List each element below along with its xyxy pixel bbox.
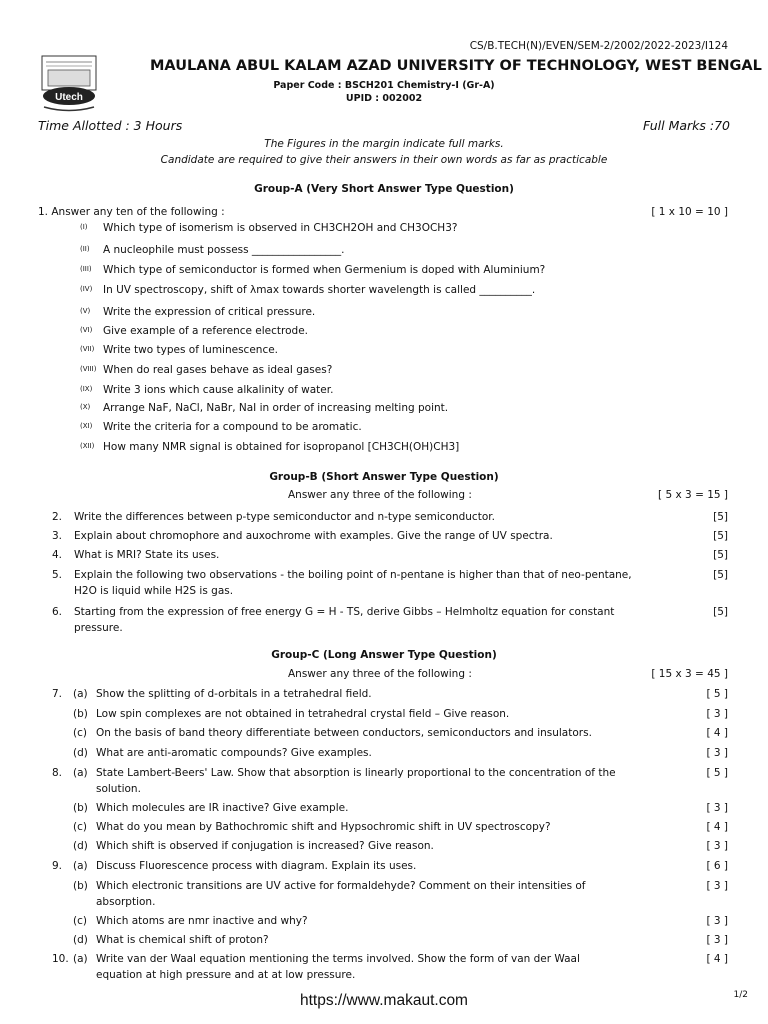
university-name: MAULANA ABUL KALAM AZAD UNIVERSITY OF TECHNOLOGY, WEST BENGAL: [150, 58, 762, 74]
question-part: (b): [73, 708, 88, 720]
question-text: Write 3 ions which cause alkalinity of water.: [103, 384, 334, 396]
question-part: (c): [73, 727, 87, 739]
question-number: (VII): [80, 345, 95, 353]
question-text: Write two types of luminescence.: [103, 344, 279, 356]
time-allotted: Time Allotted : 3 Hours: [38, 118, 183, 133]
question-marks: [5]: [713, 549, 728, 561]
question-number: (III): [80, 265, 92, 273]
question-number: 7.: [52, 688, 63, 700]
question-marks: [5]: [713, 530, 728, 542]
question-text: Which type of isomerism is observed in CH3CH2OH and CH3OCH3?: [103, 222, 458, 234]
question-part: (a): [73, 860, 88, 872]
question-number: (V): [80, 307, 91, 315]
question-text: Low spin complexes are not obtained in tetrahedral crystal field – Give reason.: [96, 708, 510, 720]
question-part: (c): [73, 915, 87, 927]
question-number: (II): [80, 245, 90, 253]
svg-text:Utech: Utech: [55, 92, 83, 103]
question-text: Write the differences between p-type semiconductor and n-type semiconductor.: [74, 511, 495, 523]
question-text: Which electronic transitions are UV active for formaldehyde? Comment on their intensities of: [96, 880, 586, 892]
question-number: (VI): [80, 326, 93, 334]
question-number: 9.: [52, 860, 63, 872]
question-text: Which atoms are nmr inactive and why?: [96, 915, 308, 927]
question-text: Write van der Waal equation mentioning the terms involved. Show the form of van der Waal: [96, 953, 580, 965]
question-text: What are anti-aromatic compounds? Give examples.: [96, 747, 372, 759]
question-text: Write the expression of critical pressure.: [103, 306, 316, 318]
question-number: 4.: [52, 549, 63, 561]
question-marks: [ 3 ]: [706, 934, 728, 946]
question-part: (b): [73, 802, 88, 814]
question-number: 2.: [52, 511, 63, 523]
question-text: State Lambert-Beers' Law. Show that absorption is linearly proportional to the concentration of the: [96, 767, 616, 779]
question-text: In UV spectroscopy, shift of λmax towards shorter wavelength is called __________.: [103, 284, 536, 296]
question-part: (d): [73, 934, 88, 946]
question-marks: [ 4 ]: [706, 821, 728, 833]
group-c-intro: Answer any three of the following :: [288, 668, 472, 680]
question-text-cont: absorption.: [96, 896, 156, 908]
question-text: Discuss Fluorescence process with diagram. Explain its uses.: [96, 860, 417, 872]
question-number: 6.: [52, 606, 63, 618]
question-marks: [ 4 ]: [706, 727, 728, 739]
question-marks: [ 3 ]: [706, 915, 728, 927]
question-number: (IX): [80, 385, 93, 393]
question-text: Which molecules are IR inactive? Give example.: [96, 802, 349, 814]
group-a-heading: Group-A (Very Short Answer Type Question): [254, 183, 514, 195]
page-number: 1/2: [733, 990, 748, 1000]
question-number: 3.: [52, 530, 63, 542]
question-part: (a): [73, 688, 88, 700]
question-number: 10.: [52, 953, 69, 965]
question-text: Which type of semiconductor is formed when Germenium is doped with Aluminium?: [103, 264, 546, 276]
question-number: (IV): [80, 285, 93, 293]
question-number: 5.: [52, 569, 63, 581]
question-text-cont: H2O is liquid while H2S is gas.: [74, 585, 234, 597]
question-marks: [ 6 ]: [706, 860, 728, 872]
group-b-intro: Answer any three of the following :: [288, 489, 472, 501]
question-text: What do you mean by Bathochromic shift and Hypsochromic shift in UV spectroscopy?: [96, 821, 551, 833]
question-text: How many NMR signal is obtained for isopropanol [CH3CH(OH)CH3]: [103, 441, 460, 453]
question-marks: [5]: [713, 606, 728, 618]
instruction-margin: The Figures in the margin indicate full marks.: [264, 138, 504, 150]
question-part: (d): [73, 840, 88, 852]
question-number: (I): [80, 223, 88, 231]
question-part: (d): [73, 747, 88, 759]
question-part: (a): [73, 767, 88, 779]
question-text: Show the splitting of d-orbitals in a tetrahedral field.: [96, 688, 372, 700]
question-text: Give example of a reference electrode.: [103, 325, 309, 337]
question-marks: [5]: [713, 569, 728, 581]
question-text: Explain the following two observations - the boiling point of n-pentane is higher than that of neo-pentane,: [74, 569, 632, 581]
question-marks: [5]: [713, 511, 728, 523]
paper-code: Paper Code : BSCH201 Chemistry-I (Gr-A): [273, 80, 495, 91]
question-marks: [ 5 ]: [706, 688, 728, 700]
question-number: (XI): [80, 422, 93, 430]
full-marks: Full Marks :70: [643, 118, 730, 133]
question-part: (a): [73, 953, 88, 965]
question-text: On the basis of band theory differentiate between conductors, semiconductors and insulators.: [96, 727, 592, 739]
question-text: Arrange NaF, NaCl, NaBr, NaI in order of increasing melting point.: [103, 402, 449, 414]
question-text-cont: equation at high pressure and at at low pressure.: [96, 969, 356, 981]
question-text: Write the criteria for a compound to be aromatic.: [103, 421, 362, 433]
question-text: Starting from the expression of free energy G = H - TS, derive Gibbs – Helmholtz equation for constant: [74, 606, 615, 618]
question-number: (X): [80, 403, 91, 411]
question-text-cont: solution.: [96, 783, 141, 795]
question-code: CS/B.TECH(N)/EVEN/SEM-2/2002/2022-2023/I124: [469, 40, 728, 52]
question-text: What is MRI? State its uses.: [74, 549, 220, 561]
question-text: Explain about chromophore and auxochrome with examples. Give the range of UV spectra.: [74, 530, 553, 542]
question-marks: [ 3 ]: [706, 747, 728, 759]
question-marks: [ 3 ]: [706, 880, 728, 892]
footer-url[interactable]: https://www.makaut.com: [300, 992, 468, 1009]
group-b-heading: Group-B (Short Answer Type Question): [269, 471, 499, 483]
question-marks: [ 3 ]: [706, 708, 728, 720]
question-text: A nucleophile must possess _________________.: [103, 244, 345, 256]
group-c-heading: Group-C (Long Answer Type Question): [271, 649, 497, 661]
group-a-intro: 1. Answer any ten of the following :: [38, 206, 225, 218]
question-part: (c): [73, 821, 87, 833]
question-marks: [ 3 ]: [706, 802, 728, 814]
question-number: 8.: [52, 767, 63, 779]
group-b-marks: [ 5 x 3 = 15 ]: [658, 489, 728, 501]
group-c-marks: [ 15 x 3 = 45 ]: [651, 668, 728, 680]
question-number: (VIII): [80, 365, 97, 373]
question-marks: [ 5 ]: [706, 767, 728, 779]
group-a-marks: [ 1 x 10 = 10 ]: [651, 206, 728, 218]
upid: UPID : 002002: [345, 93, 423, 104]
question-text: When do real gases behave as ideal gases?: [103, 364, 333, 376]
question-marks: [ 3 ]: [706, 840, 728, 852]
question-text: What is chemical shift of proton?: [96, 934, 269, 946]
question-part: (b): [73, 880, 88, 892]
question-text-cont: pressure.: [74, 622, 123, 634]
instruction-own-words: Candidate are required to give their answers in their own words as far as practicable: [160, 154, 608, 166]
question-marks: [ 4 ]: [706, 953, 728, 965]
question-text: Which shift is observed if conjugation is increased? Give reason.: [96, 840, 434, 852]
question-number: (XII): [80, 442, 95, 450]
